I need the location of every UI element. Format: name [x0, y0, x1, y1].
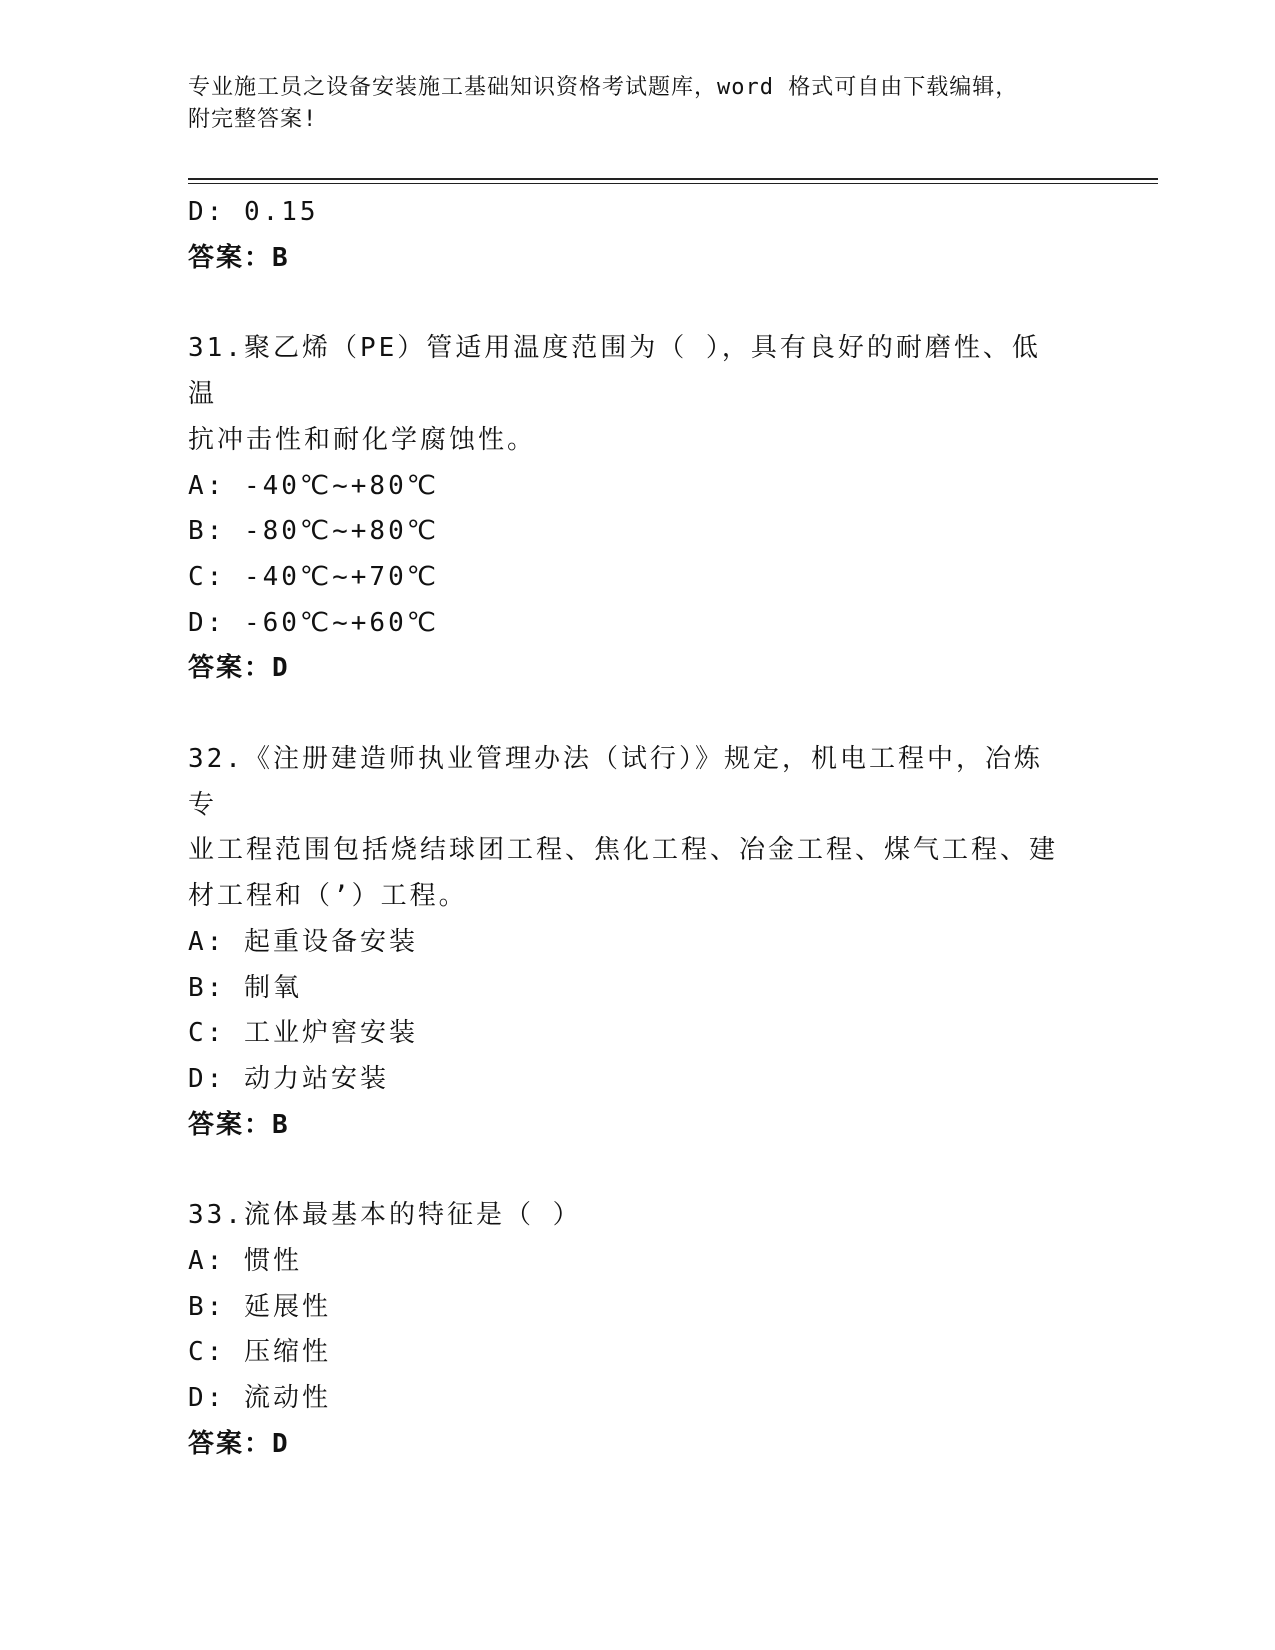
- question-32-option-a: A: 起重设备安装: [188, 926, 418, 957]
- question-31: [188, 326, 1068, 692]
- prev-option-d: D: 0.15: [188, 197, 319, 227]
- question-31-stem-line-2: 抗冲击性和耐化学腐蚀性。: [188, 424, 537, 455]
- question-32: [188, 737, 1068, 1148]
- prev-answer: 答案：B: [188, 242, 290, 273]
- document-header: [188, 72, 1048, 136]
- header-line-2: 附完整答案!: [188, 107, 318, 132]
- question-32-stem-line-3: 材工程和（’）工程。: [188, 881, 468, 912]
- question-31-option-d: D: -60℃~+60℃: [188, 607, 439, 638]
- question-32-answer: 答案：B: [188, 1109, 290, 1140]
- question-list: [188, 190, 1068, 1468]
- question-33-option-c: C: 压缩性: [188, 1337, 331, 1368]
- question-33-option-d: D: 流动性: [188, 1383, 331, 1414]
- spacer: [188, 281, 1068, 326]
- spacer: [188, 692, 1068, 737]
- header-divider: [188, 178, 1158, 184]
- question-33-option-a: A: 惯性: [188, 1246, 302, 1277]
- question-31-stem-line-1: 31.聚乙烯（PE）管适用温度范围为（ ），具有良好的耐磨性、低温: [188, 333, 1041, 410]
- question-33: [188, 1193, 1068, 1467]
- question-32-option-d: D: 动力站安装: [188, 1063, 389, 1094]
- question-32-stem-line-2: 业工程范围包括烧结球团工程、焦化工程、冶金工程、煤气工程、建: [188, 835, 1059, 866]
- header-line-1: 专业施工员之设备安装施工基础知识资格考试题库，word 格式可自由下载编辑，: [188, 75, 1019, 100]
- question-33-answer: 答案：D: [188, 1428, 290, 1459]
- question-32-option-c: C: 工业炉窖安装: [188, 1018, 418, 1049]
- spacer: [188, 1148, 1068, 1193]
- question-32-stem-line-1: 32.《注册建造师执业管理办法（试行）》规定，机电工程中，冶炼专: [188, 744, 1043, 820]
- question-33-stem-line-1: 33.流体最基本的特征是（ ）: [188, 1200, 582, 1231]
- question-31-option-c: C: -40℃~+70℃: [188, 561, 439, 592]
- question-32-option-b: B: 制氧: [188, 972, 302, 1003]
- question-33-option-b: B: 延展性: [188, 1291, 331, 1322]
- question-31-option-b: B: -80℃~+80℃: [188, 516, 439, 547]
- question-31-answer: 答案：D: [188, 653, 290, 684]
- question-31-option-a: A: -40℃~+80℃: [188, 470, 439, 501]
